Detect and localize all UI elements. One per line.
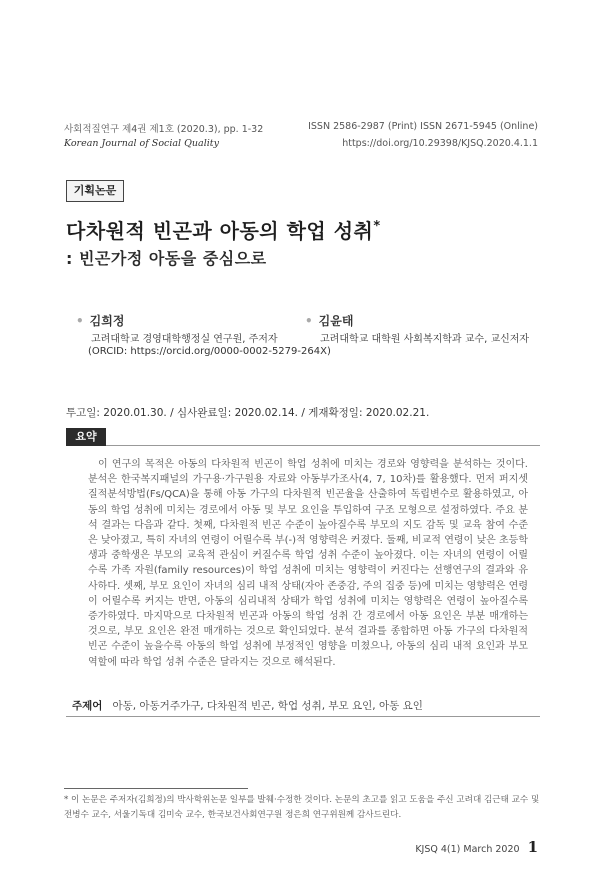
submission-dates: 투고일: 2020.01.30. / 심사완료일: 2020.02.14. / 게재확정일: 2020.02.21. — [66, 407, 430, 419]
title-main: 다차원적 빈곤과 아동의 학업 성취 — [66, 219, 374, 243]
author-1-name — [76, 312, 124, 329]
journal-citation: 사회적질연구 제4권 제1호 (2020.3), pp. 1-32 — [64, 124, 264, 135]
footnote: * 이 논문은 주저자(김희정)의 박사학위논문 일부를 발췌·수정한 것이다. 논문의 초고를 읽고 도움을 주신 고려대 김근태 교수 및 전병수 교수, 서울기독대 김미숙 교수, 한국보건사회연구원 정은희 연구위원께 감사드린다. — [64, 795, 540, 820]
footnote-rule — [64, 788, 248, 789]
bullet-icon: • — [76, 314, 84, 328]
doi-link[interactable]: https://doi.org/10.29398/KJSQ.2020.4.1.1 — [342, 138, 538, 149]
journal-title-en: Korean Journal of Social Quality — [64, 138, 219, 149]
author-2-affiliation: 고려대학교 대학원 사회복지학과 교수, 교신저자 — [320, 334, 530, 345]
author-1-orcid[interactable]: (ORCID: https://orcid.org/0000-0002-5279-264X) — [88, 346, 331, 357]
keywords-label: 주제어 — [72, 700, 103, 712]
author-2-name — [305, 312, 353, 329]
article-category-badge: 기획논문 — [66, 180, 124, 202]
abstract-divider — [106, 445, 540, 446]
article-subtitle: : 빈곤가정 아동을 중심으로 — [66, 249, 267, 268]
footer-journal: KJSQ 4(1) March 2020 — [415, 844, 520, 855]
keywords-divider — [66, 716, 540, 717]
author-2-name-text: 김윤태 — [318, 314, 354, 328]
title-footnote-mark: * — [373, 219, 381, 234]
author-1-name-text: 김희정 — [89, 314, 125, 328]
page-footer — [415, 838, 538, 856]
keywords-text: 아동, 아동거주가구, 다차원적 빈곤, 학업 성취, 부모 요인, 아동 요인 — [112, 700, 423, 712]
article-title — [66, 215, 381, 244]
bullet-icon: • — [305, 314, 313, 328]
page-number: 1 — [527, 838, 538, 856]
abstract-text: 이 연구의 목적은 아동의 다차원적 빈곤이 학업 성취에 미치는 경로와 영향력을 분석하는 것이다. 분석은 한국복지패널의 가구용·가구원용 자료와 아동부가조사(4, 7, 10차)를 활용했다. 먼저 퍼지셋 질적분석방법(Fs/QCA)을 통해 아동 가구의 다차원적 빈곤율을 산출하여 독립변수로 활용하였고, 아동의 학업 성취에 미치는 경로에서 아동 및 부모 요인을 투입하여 구조 모형으로 설정하였다. 주요 분석 결과는 다음과 같다. 첫째, 다차원적 빈곤 수준이 높아질수록 부모의 지도 감독 및 교육 참여 수준은 낮아졌고, 특히 자녀의 연령이 어릴수록 부(-)적 영향력은 커졌다. 둘째, 비교적 연령이 낮은 초등학생과 중학생은 부모의 교육적 관심이 커질수록 학업 성취 수준이 높아졌다. 이는 자녀의 연령이 어릴수록 가족 자원(family resources)이 학업 성취에 미치는 영향력이 커진다는 선행연구의 결과와 유사하다. 셋째, 부모 요인이 자녀의 심리 내적 상태(자아 존중감, 주의 집중 등)에 미치는 영향력은 연령이 어릴수록 커지는 반면, 아동의 심리내적 상태가 학업 성취에 미치는 영향력은 연령이 높아질수록 증가하였다. 마지막으로 다차원적 빈곤과 아동의 학업 성취 간 경로에서 아동 요인은 부분 매개하는 것으로, 부모 요인은 완전 매개하는 것으로 확인되었다. 분석 결과를 종합하면 아동 가구의 다차원적 빈곤 수준이 높을수록 아동의 학업 성취에 부정적인 영향을 미쳤으나, 아동의 심리 내적 요인과 부모 역할에 따라 학업 성취 수준은 달라지는 것으로 해석된다. — [88, 459, 528, 668]
abstract-label: 요약 — [66, 428, 106, 446]
author-1-affiliation: 고려대학교 경영대학행정실 연구원, 주저자 — [91, 334, 278, 345]
keywords-row — [72, 698, 423, 713]
issn: ISSN 2586-2987 (Print) ISSN 2671-5945 (Online) — [308, 121, 538, 132]
